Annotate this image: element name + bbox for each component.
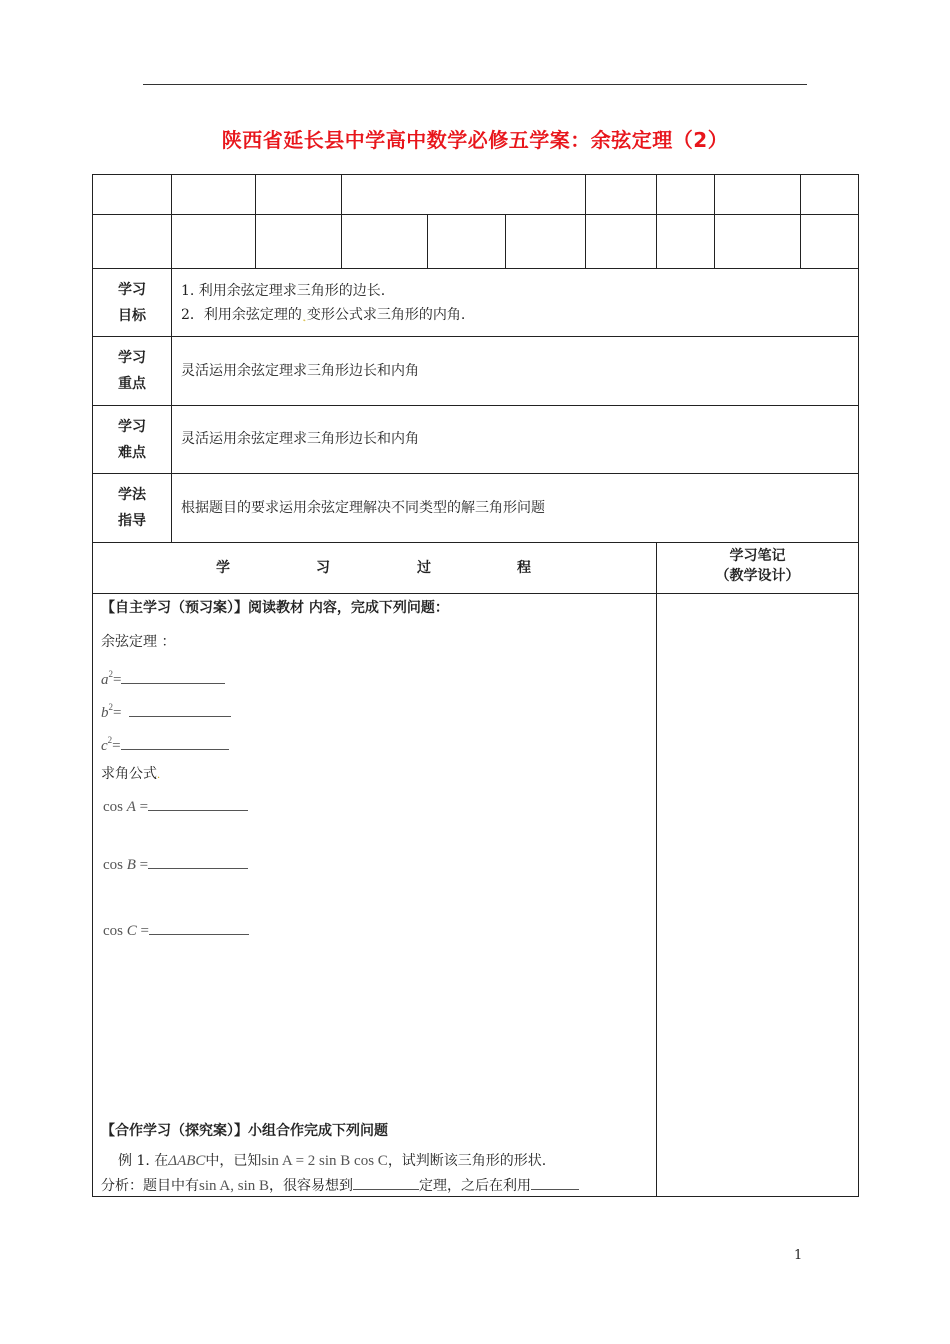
document-title: 陕西省延长县中学高中数学必修五学案：余弦定理（2） xyxy=(221,128,729,152)
method-text: 根据题目的要求运用余弦定理解决不同类型的解三角形问题 xyxy=(181,500,545,516)
method-label: 学法 指导 xyxy=(118,487,146,529)
header-rule xyxy=(143,84,807,85)
self-study-heading: 【自主学习（预习案）】阅读教材 内容，完成下列问题： xyxy=(101,600,449,616)
coop-study-heading: 【合作学习（探究案）】小组合作完成下列问题 xyxy=(101,1123,388,1139)
edit-mark-icon: ˛ xyxy=(301,311,307,322)
cosB-line: cos B = xyxy=(103,855,248,875)
law-label: 余弦定理 ： xyxy=(101,634,176,650)
process-char-4: 程 xyxy=(517,560,531,576)
c-squared-line: $c^2=$ xyxy=(101,730,229,756)
process-char-1: 学 xyxy=(216,560,230,576)
cosA-line: cos A = xyxy=(103,797,248,817)
focus-text: 灵活运用余弦定理求三角形边长和内角 xyxy=(181,363,419,379)
focus-label: 学习 重点 xyxy=(118,350,146,392)
goals-label: 学习 目标 xyxy=(118,282,146,324)
difficulty-text: 灵活运用余弦定理求三角形边长和内角 xyxy=(181,431,419,447)
notes-header: 学习笔记 （教学设计） xyxy=(715,548,800,584)
example-1-analysis: 分析：题目中有sin A, sin B，很容易想到 定理，之后在利用 xyxy=(101,1176,579,1196)
process-char-3: 过 xyxy=(417,560,431,576)
page-number: 1 xyxy=(794,1248,803,1263)
cosC-line: cos C = xyxy=(103,921,249,941)
b-squared-line: $b^2=$ xyxy=(101,697,231,723)
angle-formula-label: 求角公式. xyxy=(101,766,161,782)
example-1: 例 1. 在ΔABC中，已知sin A = 2 sin B cos C，试判断该三角形的形状. xyxy=(118,1153,547,1169)
a-squared-line: $a^2=$ xyxy=(101,664,225,690)
process-char-2: 习 xyxy=(316,560,330,576)
goal-item-2: 2．利用余弦定理的˛变形公式求三角形的内角. xyxy=(181,307,466,323)
goal-item-1: 1. 利用余弦定理求三角形的边长. xyxy=(181,283,386,299)
difficulty-label: 学习 难点 xyxy=(118,419,146,461)
